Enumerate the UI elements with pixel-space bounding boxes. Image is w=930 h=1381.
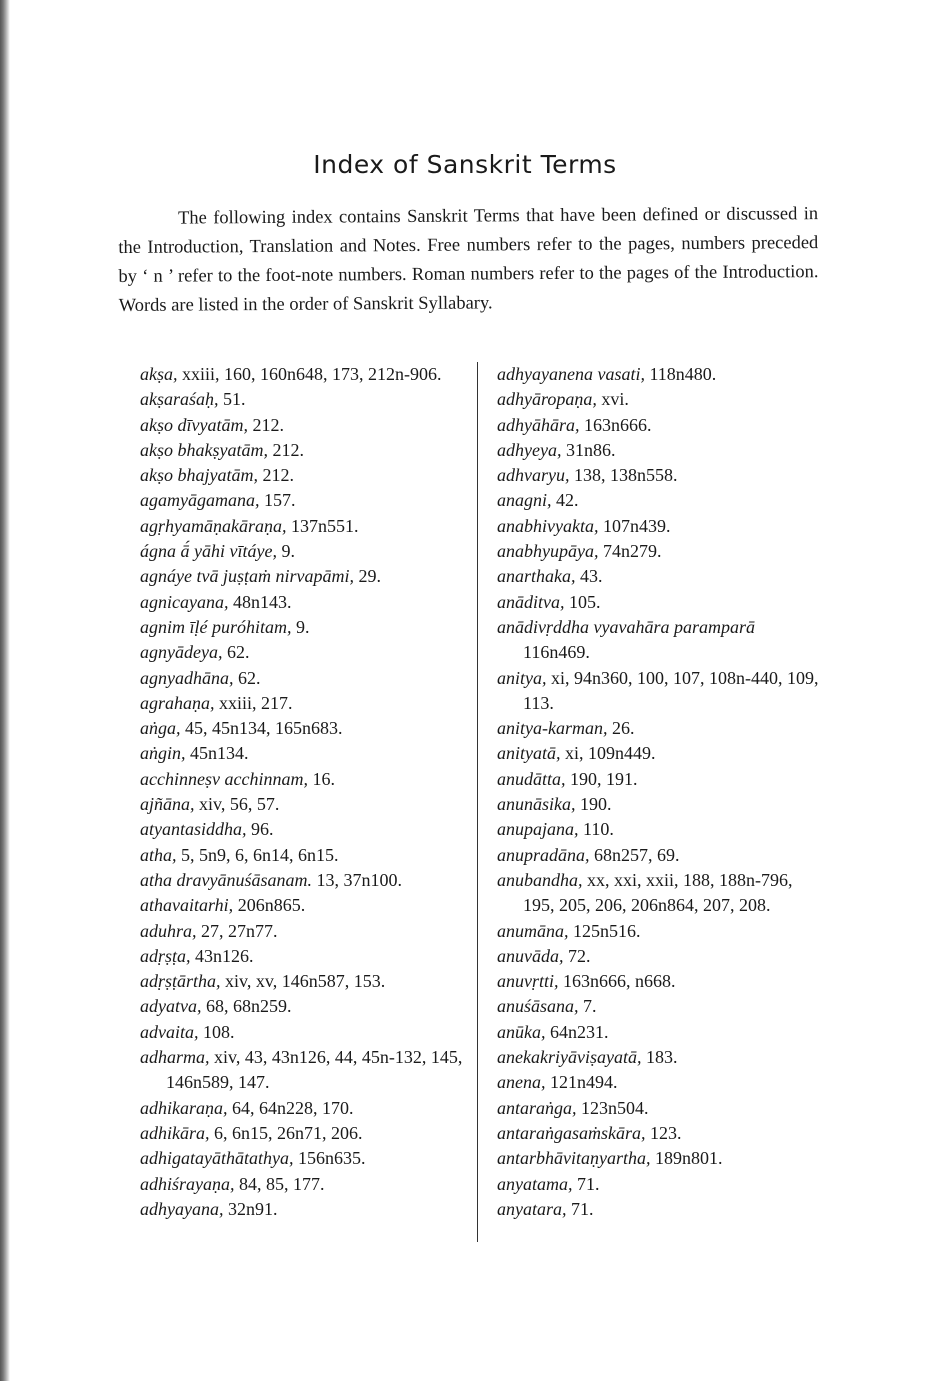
index-entry — [497, 564, 825, 589]
index-term: aduhra, — [140, 920, 197, 941]
index-term: anāditva, — [497, 591, 565, 612]
index-term: adṛṣṭa, — [140, 945, 191, 966]
index-term: advaita, — [140, 1021, 199, 1042]
index-references: 206n865. — [233, 895, 306, 916]
index-term: adhyāhāra, — [497, 414, 580, 435]
index-term: akṣo bhajyatām, — [140, 465, 258, 486]
index-term: anena, — [497, 1072, 546, 1093]
index-entry — [497, 1070, 825, 1095]
index-term: anekakriyāviṣayatā, — [497, 1047, 642, 1068]
index-entry — [497, 741, 825, 766]
index-entry — [497, 1045, 825, 1070]
index-entry — [140, 969, 465, 994]
index-references: 212. — [267, 439, 304, 460]
index-term: anuvṛtti, — [497, 971, 559, 992]
index-entry — [140, 1020, 465, 1045]
index-references: xx, xxi, xxii, 188, 188n-796, 195, 205, 206, 206n864, 207, 208. — [523, 869, 793, 916]
index-entry — [497, 539, 825, 564]
index-references: 45n134. — [185, 743, 249, 764]
index-term: adṛṣṭārtha, — [140, 971, 221, 992]
index-term: anudātta, — [497, 768, 566, 789]
index-entry — [497, 1197, 825, 1222]
index-entry — [497, 792, 825, 817]
index-term: athavaitarhi, — [140, 895, 234, 916]
index-entry — [140, 514, 465, 539]
page-title: Index of Sanskrit Terms — [313, 150, 617, 179]
index-entry — [497, 1146, 825, 1171]
index-entry — [497, 1121, 825, 1146]
index-term: agnyadhāna, — [140, 667, 234, 688]
index-entry — [140, 1146, 465, 1171]
index-term: adhyāropaṇa, — [497, 389, 597, 410]
index-term: anabhyupāya, — [497, 541, 599, 562]
index-entry — [497, 969, 825, 994]
index-references: 32n91. — [223, 1198, 278, 1219]
index-references: 72. — [563, 945, 591, 966]
index-references: xiv, 56, 57. — [194, 794, 280, 815]
index-term: antaraṅga, — [497, 1097, 577, 1118]
index-term: akṣaraśaḥ, — [140, 389, 219, 410]
index-references: 118n480. — [644, 364, 717, 384]
index-column-left — [140, 362, 465, 1222]
index-entry — [497, 413, 825, 438]
index-term: adhyayanena vasati, — [497, 364, 645, 384]
index-term: adhikaraṇa, — [140, 1097, 228, 1118]
index-term: anupradāna, — [497, 844, 590, 865]
index-term: anuśāsana, — [497, 996, 579, 1017]
index-entry — [140, 741, 465, 766]
index-entry — [497, 362, 825, 387]
index-entry — [140, 919, 465, 944]
index-references: 9. — [291, 616, 310, 637]
index-term: acchinneṣv acchinnam, — [140, 768, 308, 789]
index-references: 31n86. — [561, 439, 616, 460]
index-references: 137n551. — [286, 515, 359, 536]
index-references: 16. — [307, 768, 335, 789]
index-term: agamyāgamana, — [140, 490, 260, 511]
index-references: 125n516. — [568, 920, 641, 941]
index-term: akṣo dīvyatām, — [140, 414, 248, 435]
index-references: 121n494. — [545, 1072, 618, 1093]
index-references: xi, 94n360, 100, 107, 108n-440, 109, 113. — [523, 667, 819, 713]
index-entry — [140, 1045, 465, 1096]
index-entry — [497, 994, 825, 1019]
index-term: adharma, — [140, 1047, 210, 1068]
index-term: anuvāda, — [497, 945, 564, 966]
index-entry — [497, 1172, 825, 1197]
index-term: adhiśrayaṇa, — [140, 1173, 235, 1194]
index-term: agnáye tvā juṣṭaṁ nirvapāmi, — [140, 566, 354, 587]
index-references: 108. — [198, 1021, 235, 1042]
index-references: 71. — [572, 1173, 600, 1194]
index-references: 7. — [578, 996, 597, 1017]
index-references: xxiii, 160, 160n648, 173, 212n-906. — [177, 364, 442, 384]
index-entry — [140, 539, 465, 564]
index-entry — [140, 817, 465, 842]
index-references: 107n439. — [598, 515, 671, 536]
index-term: anyatama, — [497, 1173, 573, 1194]
index-term: anarthaka, — [497, 566, 576, 587]
index-term: aṅga, — [140, 718, 181, 739]
index-term: atyantasiddha, — [140, 819, 247, 840]
index-entry — [140, 893, 465, 918]
index-term: anityatā, — [497, 743, 561, 764]
index-entry — [140, 868, 465, 893]
index-references: 27, 27n77. — [196, 920, 278, 941]
index-term: anyatara, — [497, 1198, 567, 1219]
index-entry — [140, 1096, 465, 1121]
index-term: agrahaṇa, — [140, 692, 215, 713]
index-references: 189n801. — [650, 1148, 723, 1169]
index-references: 116n469. — [523, 642, 590, 663]
index-entry — [140, 387, 465, 412]
index-term: adhvaryu, — [497, 465, 570, 486]
index-entry — [497, 1096, 825, 1121]
index-references: 183. — [641, 1047, 678, 1068]
index-references: 190. — [575, 794, 612, 815]
index-references: 123n504. — [576, 1097, 649, 1118]
index-references: 84, 85, 177. — [234, 1173, 325, 1194]
index-term: aṅgin, — [140, 743, 186, 764]
index-references: 6, 6n15, 26n71, 206. — [209, 1122, 363, 1143]
index-references: 212. — [247, 414, 284, 435]
index-term: anubandha, — [497, 869, 583, 890]
index-references: 123. — [645, 1122, 682, 1143]
index-references: 64n231. — [545, 1021, 609, 1042]
index-entry — [140, 994, 465, 1019]
index-term: anunāsika, — [497, 794, 576, 815]
index-term: ajñāna, — [140, 794, 195, 815]
index-entry — [497, 919, 825, 944]
index-term: agnyādeya, — [140, 642, 223, 663]
index-entry — [140, 1121, 465, 1146]
index-references: 51. — [218, 389, 246, 410]
index-references: 26. — [607, 718, 635, 739]
index-entry — [497, 1020, 825, 1045]
index-term: adyatva, — [140, 996, 202, 1017]
index-entry — [497, 944, 825, 969]
index-entry — [497, 843, 825, 868]
index-references: 43n126. — [190, 945, 254, 966]
index-term: akṣo bhakṣyatām, — [140, 439, 268, 460]
index-entry — [140, 1172, 465, 1197]
index-entry — [140, 564, 465, 589]
intro-text: The following index contains Sanskrit Terms that have been defined or discussed in the Introduction, Translation and Notes. Free numbers refer to the pages, numbers preceded by ‘ n ’ refer to the foot-note numbers. Roman numbers refer to the pages of the Introduction. Words are listed in the order of Sanskrit Syllabary. — [118, 204, 819, 316]
index-entry — [497, 514, 825, 539]
index-term: adhyeya, — [497, 439, 562, 460]
index-entry — [497, 868, 825, 919]
index-references: 157. — [259, 490, 296, 511]
index-references: xiv, 43, 43n126, 44, 45n-132, 145, 146n589, 147. — [166, 1047, 463, 1093]
index-entry — [497, 438, 825, 463]
index-references: 105. — [564, 591, 601, 612]
index-references: 71. — [566, 1198, 594, 1219]
index-references: 64, 64n228, 170. — [227, 1097, 354, 1118]
index-entry — [140, 640, 465, 665]
index-references: 62. — [222, 642, 250, 663]
column-divider — [477, 362, 478, 1242]
index-entry — [497, 767, 825, 792]
index-entry — [497, 387, 825, 412]
index-term: atha, — [140, 844, 177, 865]
index-entry — [140, 463, 465, 488]
index-entry — [497, 615, 825, 666]
index-entry — [140, 1197, 465, 1222]
index-entry — [140, 716, 465, 741]
index-references: 48n143. — [228, 591, 292, 612]
index-references: 5, 5n9, 6, 6n14, 6n15. — [176, 844, 339, 865]
index-entry — [497, 590, 825, 615]
index-entry — [140, 362, 465, 387]
index-term: adhigatayāthātathya, — [140, 1148, 294, 1169]
index-term: agnim īḷé puróhitam, — [140, 616, 292, 637]
index-entry — [140, 792, 465, 817]
index-entry — [497, 463, 825, 488]
index-entry — [140, 413, 465, 438]
index-references: xiv, xv, 146n587, 153. — [220, 971, 386, 992]
index-entry — [140, 666, 465, 691]
index-references: 13, 37n100. — [312, 869, 402, 890]
index-term: ágna ā́ yāhi vītáye, — [140, 541, 277, 562]
index-entry — [140, 691, 465, 716]
index-references: 96. — [246, 819, 274, 840]
index-references: 29. — [353, 566, 381, 587]
index-entry — [497, 817, 825, 842]
index-references: 43. — [575, 566, 603, 587]
index-term: anitya-karman, — [497, 718, 608, 739]
index-entry — [497, 666, 825, 717]
index-references: 68n257, 69. — [589, 844, 680, 865]
index-references: xxiii, 217. — [214, 692, 293, 713]
index-term: antaraṅgasaṁskāra, — [497, 1122, 646, 1143]
index-references: 68, 68n259. — [201, 996, 292, 1017]
intro-paragraph — [118, 200, 819, 321]
index-references: xi, 109n449. — [560, 743, 656, 764]
index-references: 42. — [551, 490, 579, 511]
index-term: anumāna, — [497, 920, 569, 941]
index-column-right — [497, 362, 825, 1222]
index-term: akṣa, — [140, 364, 178, 384]
index-references: 163n666, n668. — [558, 971, 676, 992]
index-term: agnicayana, — [140, 591, 229, 612]
index-term: atha dravyānuśāsanam. — [140, 869, 312, 890]
index-term: adhyayana, — [140, 1198, 224, 1219]
index-references: 190, 191. — [565, 768, 638, 789]
index-references: 74n279. — [598, 541, 662, 562]
index-entry — [140, 488, 465, 513]
index-term: agṛhyamāṇakāraṇa, — [140, 515, 287, 536]
index-term: anādivṛddha vyavahāra paramparā — [497, 616, 755, 637]
index-references: xvi. — [596, 389, 629, 410]
index-entry — [497, 488, 825, 513]
index-entry — [140, 615, 465, 640]
index-references: 9. — [276, 541, 295, 562]
index-references: 138, 138n558. — [569, 465, 678, 486]
index-term: antarbhāvitaṇyartha, — [497, 1148, 651, 1169]
index-entry — [140, 438, 465, 463]
page-binding-edge — [0, 0, 10, 1381]
index-references: 156n635. — [293, 1148, 366, 1169]
index-references: 212. — [257, 465, 294, 486]
index-references: 110. — [578, 819, 614, 840]
index-term: anabhivyakta, — [497, 515, 599, 536]
index-entry — [140, 590, 465, 615]
index-entry — [497, 716, 825, 741]
index-term: anitya, — [497, 667, 547, 688]
index-references: 45, 45n134, 165n683. — [180, 718, 343, 739]
index-term: adhikāra, — [140, 1122, 210, 1143]
index-term: anūka, — [497, 1021, 546, 1042]
index-entry — [140, 944, 465, 969]
index-entry — [140, 843, 465, 868]
index-references: 62. — [233, 667, 261, 688]
index-term: anupajana, — [497, 819, 579, 840]
index-term: anagni, — [497, 490, 552, 511]
index-entry — [140, 767, 465, 792]
index-references: 163n666. — [579, 414, 652, 435]
